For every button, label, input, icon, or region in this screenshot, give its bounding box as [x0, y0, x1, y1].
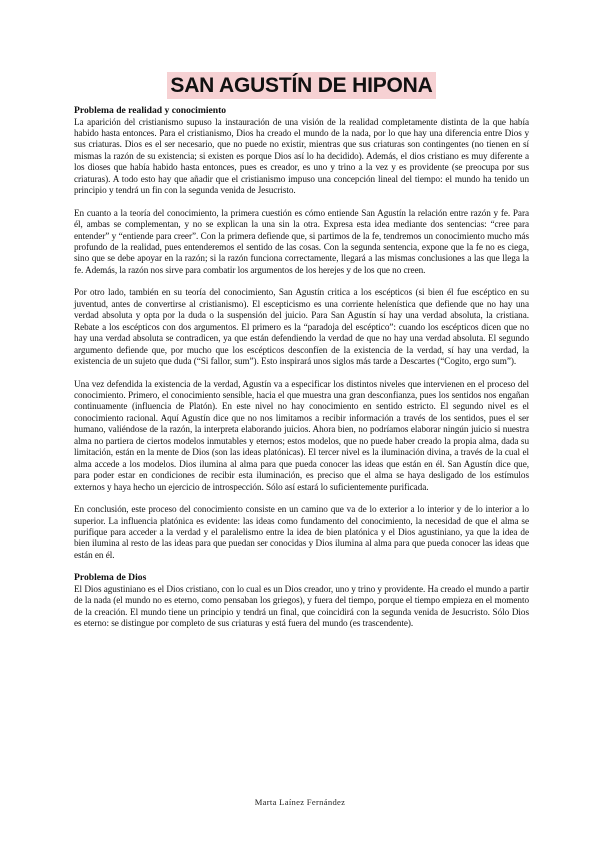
- paragraph: En conclusión, este proceso del conocimiento consiste en un camino que va de lo exterior a lo interior y de lo interior a lo superior. La influencia platónica es evidente: las ideas como fundamento del conocimiento, la necesidad de que el alma se purifique para acceder a la verdad y el paralelismo entre la idea de bien platónica y el Dios agustiniano, ya que la idea de bien ilumina al resto de las ideas para que puedan ser conocidas y Dios ilumina al alma para que pueda conocer las ideas que están en él.: [74, 504, 529, 560]
- footer-author: Marta Laínez Fernández: [254, 797, 346, 807]
- paragraph: Por otro lado, también en su teoría del conocimiento, San Agustín critica a los escépticos (si bien él fue escéptico en su juventud, antes de convertirse al cristianismo). El escepticismo es una corriente helenística que defiende que no hay una verdad absoluta y opta por la duda o la suspensión del juicio. Para San Agustín sí hay una verdad absoluta, la cristiana. Rebate a los escépticos con dos argumentos. El primero es la “paradoja del escéptico”: cuando los escépticos dicen que no hay una verdad absoluta se contradicen, ya que están defendiendo la verdad de que no hay una verdad absoluta. El segundo argumento defiende que, por mucho que los escépticos desconfíen de la existencia de la verdad, sí hay una verdad, la existencia de un sujeto que duda (“Si fallor, sum”). Esto inspirará unos siglos más tarde a Descartes (“Cogito, ergo sum”).: [74, 287, 529, 367]
- paragraph: La aparición del cristianismo supuso la instauración de una visión de la realidad completamente distinta de la que había habido hasta entonces. Para el cristianismo, Dios ha creado el mundo de la nada, por lo que hay una diferencia entre Dios y sus criaturas. Dios es el ser necesario, que no puede no existir, mientras que sus criaturas son contingentes (no tienen en sí mismas la razón de su existencia; si existen es porque Dios así lo ha decidido). Además, el dios cristiano es muy diferente a los dioses que había habido hasta entonces, pues es creador, es uno y trino a la vez y es providente (se preocupa por sus criaturas). A todo esto hay que añadir que el cristianismo impuso una concepción lineal del tiempo: el mundo ha tenido un principio y tendrá un fin con la segunda venida de Jesucristo.: [74, 116, 529, 196]
- paragraph: Una vez defendida la existencia de la verdad, Agustín va a especificar los distintos niveles que intervienen en el proceso del conocimiento. Primero, el conocimiento sensible, hacia el que muestra una gran desconfianza, pues los sentidos nos engañan continuamente (influencia de Platón). En este nivel no hay conocimiento en sentido estricto. El segundo nivel es el conocimiento racional. Aquí Agustín dice que no nos limitamos a recibir información a través de los sentidos, pues el ser humano, valiéndose de la razón, la interpreta elaborando juicios. Ahora bien, no podríamos elaborar ningún juicio si nuestra alma no partiera de ciertos modelos inmutables y eternos; estos modelos, que no puede haber creado la propia alma, dada su limitación, están en la mente de Dios (son las ideas platónicas). El tercer nivel es la iluminación divina, a través de la cual el alma accede a los modelos. Dios ilumina al alma para que pueda conocer las ideas que están en él. San Agustín dice que, para poder estar en condiciones de recibir esta iluminación, es preciso que el alma se haya desligado de los estímulos externos y haya hecho un ejercicio de introspección. Sólo así estará lo suficientemente purificada.: [74, 378, 529, 492]
- section-heading-reality-knowledge: Problema de realidad y conocimiento: [74, 105, 227, 116]
- section-heading-god: Problema de Dios: [74, 572, 147, 584]
- title-block: [74, 72, 529, 99]
- paragraph: El Dios agustiniano es el Dios cristiano, con lo cual es un Dios creador, uno y trino y providente. Ha creado el mundo a partir de la nada (el mundo no es eterno, como pensaban los griegos), y fuera del tiempo, porque el tiempo empieza en el momento de la creación. El mundo tiene un principio y tendrá un final, que coincidirá con la segunda venida de Jesucristo. Sólo Dios es eterno: se distingue por completo de sus criaturas y está fuera del mundo (es trascendente).: [74, 583, 529, 629]
- document-title: SAN AGUSTÍN DE HIPONA: [167, 72, 435, 99]
- document-page: [74, 72, 529, 630]
- paragraph: En cuanto a la teoría del conocimiento, la primera cuestión es cómo entiende San Agustín la relación entre razón y fe. Para él, ambas se complementan, y no se explican la una sin la otra. Expresa esta idea mediante dos sentencias: “cree para entender” y “entiende para creer”. Con la primera defiende que, si partimos de la fe, tendremos un conocimiento mucho más profundo de la realidad, pues entenderemos el sentido de las cosas. Con la segunda sentencia, expone que la fe no es ciega, sino que se debe apoyar en la razón; si la razón funciona correctamente, llegará a las mismas conclusiones a las que llega la fe. Además, la razón nos sirve para combatir los argumentos de los herejes y de los que no creen.: [74, 207, 529, 275]
